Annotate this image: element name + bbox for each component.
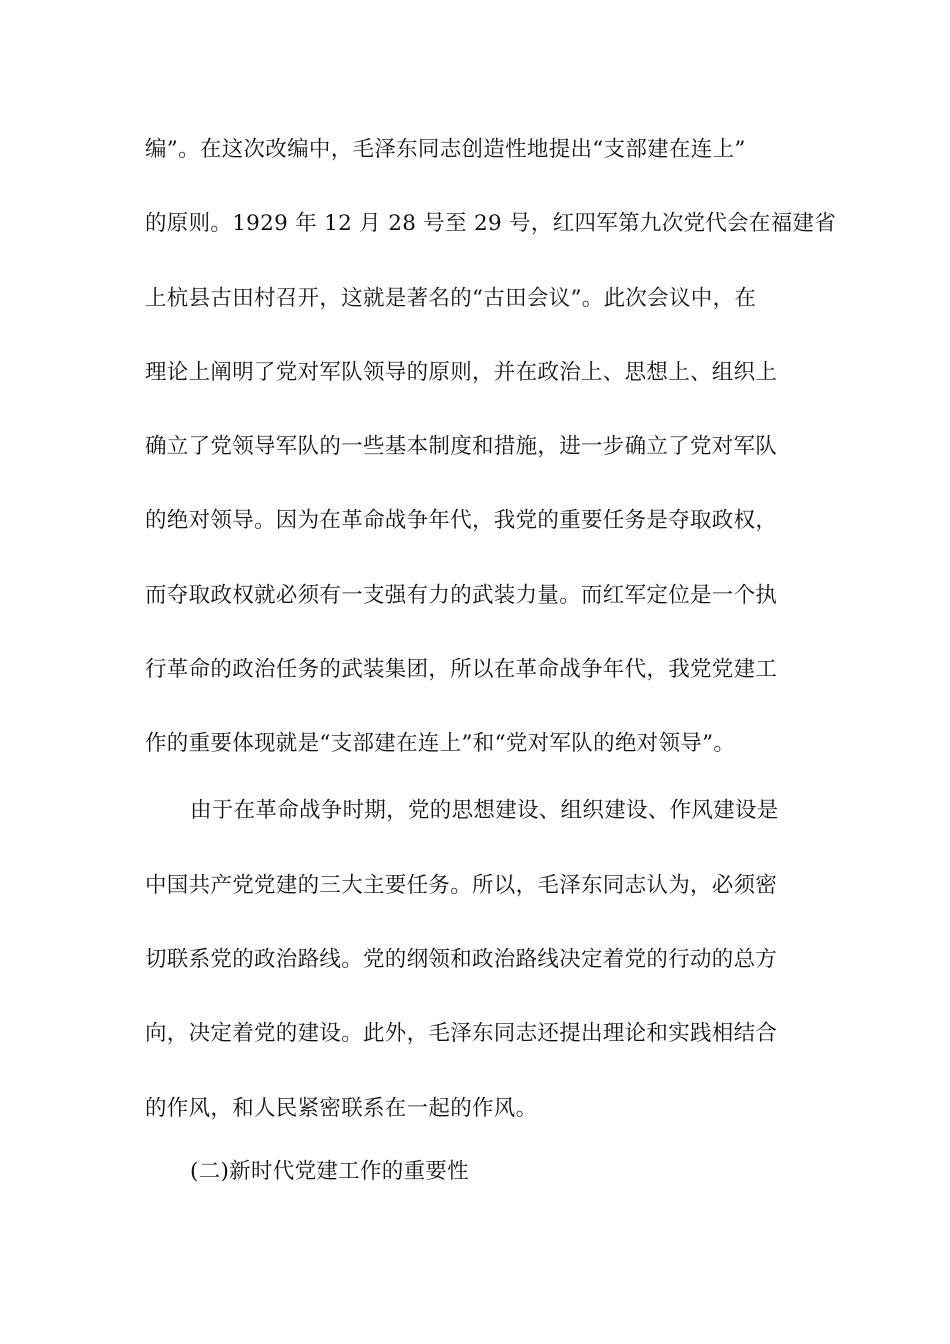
body-text-line: 切联系党的政治路线。党的纲领和政治路线决定着党的行动的总方 bbox=[145, 947, 778, 972]
body-text-line: 行革命的政治任务的武装集团，所以在革命战争年代，我党党建工 bbox=[145, 657, 778, 682]
body-text-line: 作的重要体现就是“支部建在连上”和“党对军队的绝对领导”。 bbox=[145, 731, 736, 756]
body-text-line: 确立了党领导军队的一些基本制度和措施，进一步确立了党对军队 bbox=[145, 434, 778, 459]
body-text-line: 而夺取政权就必须有一支强有力的武装力量。而红军定位是一个执 bbox=[145, 583, 778, 608]
body-text-line: 理论上阐明了党对军队领导的原则，并在政治上、思想上、组织上 bbox=[145, 360, 778, 385]
paragraph-first-line: 由于在革命战争时期，党的思想建设、组织建设、作风建设是 bbox=[190, 798, 779, 823]
body-text-line: 的原则。1929 年 12 月 28 号至 29 号，红四军第九次党代会在福建省 bbox=[145, 211, 837, 236]
body-text-line: 上杭县古田村召开，这就是著名的“古田会议”。此次会议中，在 bbox=[145, 286, 757, 311]
section-heading: (二)新时代党建工作的重要性 bbox=[190, 1159, 469, 1184]
body-text-line: 向，决定着党的建设。此外，毛泽东同志还提出理论和实践相结合 bbox=[145, 1021, 778, 1046]
body-text-line: 的绝对领导。因为在革命战争年代，我党的重要任务是夺取政权， bbox=[145, 508, 778, 533]
body-text-line: 的作风，和人民紧密联系在一起的作风。 bbox=[145, 1096, 538, 1121]
body-text-line: 编”。在这次改编中，毛泽东同志创造性地提出“支部建在连上” bbox=[145, 137, 746, 162]
body-text-line: 中国共产党党建的三大主要任务。所以，毛泽东同志认为，必须密 bbox=[145, 873, 778, 898]
